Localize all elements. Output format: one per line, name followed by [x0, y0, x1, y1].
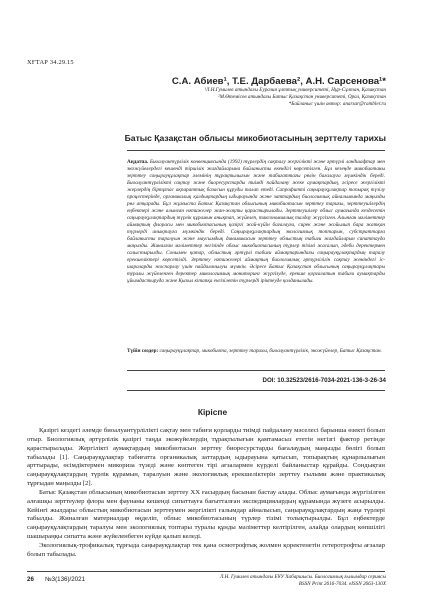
- corresponding-author: *Байланыс үшін автор: anarsar@rambler.ru: [288, 101, 386, 108]
- affiliation-2: ²М.Өтемісов атындағы Батыс Қазақстан университеті, Орал, Қазақстан: [218, 94, 386, 101]
- doi: DOI: 10.32523/2616-7034-2021-136-3-26-34: [262, 377, 386, 384]
- intro-heading: Кіріспе: [197, 407, 228, 417]
- journal-name: Л.Н. Гумилев атындағы ЕҰУ Хабаршысы. Биологиялық ғылымдар сериясы: [219, 574, 386, 580]
- keywords-text: саңырауқұлақтар, микобиота, зерттеу тарихы, биоалуантүрлілік, экожүйелер, Батыс Қазақстан.: [159, 348, 382, 354]
- keywords-label: Түйін сөздер:: [127, 348, 159, 354]
- abstract-label: Аңдатпа.: [127, 159, 149, 165]
- journal-issn: BSSN Print 2616-7034. eISSN 2663-130X: [298, 580, 386, 587]
- article-title: Батыс Қазақстан облысы микобиотасының зерттелу тарихы: [124, 133, 386, 143]
- abstract-text: Биоалуантүрлілік конвенциясында (1992) түрлердің сақталу жергілікті және әртүрлі ландшафтар мен экожүйелердегі кешенді тіршілік жағдайларына байланысты екендігі көрсетілген. Бұл кезеңде микобиотаны зерттеу саңырауқұлақтар әлемінің тұрақтылығын және табиғаттағы рөлін бағалауға мүмкіндік береді. Биоалуантүрлілікті сақтау және биоресурстарды тиімді пайдалану жеке аумақтардың, әсіресе жергілікті жерлердің біртұтас ақпараттық базасын құруды талап етеді. Сапрофитті саңырауқұлақтар топырақ түзілу процестерінде, органикалық қалдықтардың ыдырауында және заттардың биологиялық айналымында маңызды рөл атқарады. Бұл жұмыста Батыс Қазақстан облысының микобиотасын зерттеу тарихы, зерттеушілердің еңбектері және алынған нәтижелер жан-жақты қарастырылады. Зерттеушілер облыс аумағында кездесетін саңырауқұлақтардың түрлік құрамын анықтап, жүйелеп, таксономиялық талдау жүргізген. Алынған мәліметтер аймақтың флорасы мен микобиотасының қазіргі жай-күйін бағалауға, сирек және жойылып бара жатқан түрлерді анықтауға мүмкіндік береді. Саңырауқұлақтардың экологиялық топтарын, субстраттарға байланысты таралуын және маусымдық динамикасын зерттеу облыстың табиғи жағдайларын сипаттауда маңызды. Жиналған мәліметтер негізінде облыс микобиотасының түрлер тізімі жасалып, әдеби деректермен салыстырылды. Сонымен қатар, облыстың әртүрлі табиғи аймақтарындағы саңырауқұлақтардың таралу ерекшеліктері көрсетілді. Зерттеу нәтижелері аймақтың биологиялық әртүрлілігін сақтау жөніндегі іс-шараларды жоспарлау үшін пайдаланылуы мүмкін. Әсіресе Батыс Қазақстан облысының саңырауқұлақтары туралы жүйеленген деректер микологиялық мониторинг жүргізуде, ерекше қорғалатын табиғи аумақтарды ұйымдастыруда және Қызыл кітапқа енгізілетін түрлерді іріктеуде қолданылады.: [127, 159, 386, 284]
- intro-paragraph-3: Экологиялық-трофикалық тұрғыда саңырауқұлақтар тек қана осмотрофтық жолмен қоректенетін гетеротрофты ағзалар болып табылады.: [27, 541, 385, 558]
- intro-paragraph-2: Батыс Қазақстан облысының микобиотасын зерттеу XX ғасырдың басынан бастау алады. Облыс аумағында жүргізілген алғашқы зерттеулер флора мен фаунаны кешенді сипаттауға бағытталған экспедициялардың құрамында жүзеге асырылды. Кейінгі жылдары облыстың микобиотасын зерттеумен жергілікті ғалымдар айналысып, саңырауқұлақтардың жаңа түрлері табылды. Жиналған материалдар өңделіп, облыс микобиотасының түрлер тізімі толықтырылды. Бұл еңбектерде саңырауқұлақтардың таралуы мен экологиялық топтары туралы құнды мәліметтер келтірілген, алайда олардың көпшілігі шашыраңқы сипатта және жүйеленбеген күйде қалып келеді.: [27, 488, 385, 541]
- footer-rule: [27, 571, 385, 572]
- affiliation-1: ¹Л.Н.Гумилев атындағы Еуразия ұлттық университеті, Нұр-Сұлтан, Қазақстан: [204, 87, 386, 93]
- intro-body: [27, 427, 385, 560]
- udk-code: ХҒТАР 34.29.15: [27, 59, 74, 66]
- journal-info: [0, 574, 386, 587]
- intro-paragraph-1: Қазіргі кездегі әлемде биоалуантүрлілікті сақтау мен табиғи қорларды тиімді пайдалану мәселесі барынша өзекті болып отыр. Биологиялық әртүрлілік қазіргі таңда экожүйелердің тұрақтылығын қамтамасыз ететін негізгі фактор ретінде қарастырылады. Жергілікті аумақтардың микобиотасын зерттеу биоресурстарды бағалаудың маңызды бөлігі болып табылады [1]. Саңырауқұлақтар табиғатта органикалық заттардың ыдырауына қатысып, топырақтың құнарлылығын арттырады, өсімдіктермен микориза түзеді және көптеген тірі ағзалармен күрделі байланыстар құрайды. Сондықтан саңырауқұлақтардың түрлік құрамын, таралуын және экологиялық ерекшеліктерін зерттеу ғылыми және практикалық тұрғыдан маңызды [2].: [27, 427, 385, 488]
- abstract-bottom-rule: [127, 370, 385, 371]
- affiliations: [0, 87, 386, 109]
- authors: С.А. Абиев¹, Т.Е. Дарбаева², А.Н. Сарсенова¹*: [171, 76, 386, 87]
- doi-rule: [127, 390, 385, 391]
- issue-number: №3(136)/2021: [45, 576, 86, 583]
- abstract: [127, 159, 385, 285]
- abstract-top-rule: [127, 150, 385, 151]
- keywords: [127, 348, 385, 355]
- page-number: 26: [27, 576, 34, 583]
